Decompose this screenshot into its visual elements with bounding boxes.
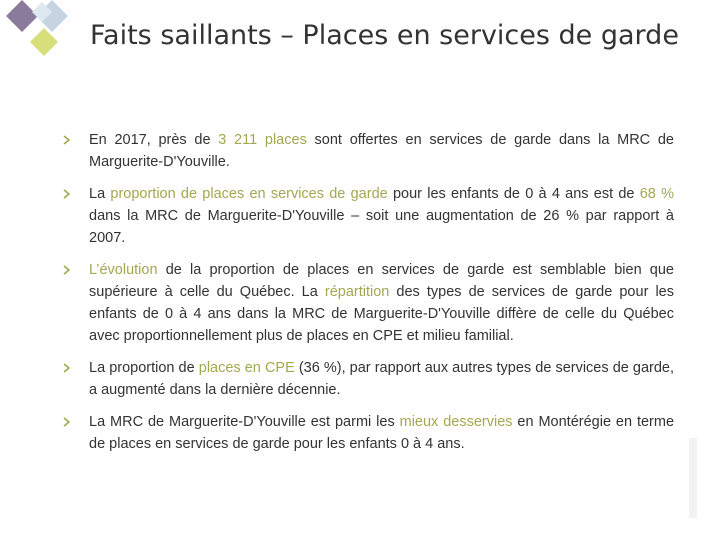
chevron-right-icon (60, 259, 74, 281)
highlight: 3 211 places (218, 132, 307, 148)
highlight: places en CPE (198, 360, 295, 376)
bullet-list (54, 129, 674, 455)
yellow-green-diamond (30, 28, 58, 56)
text: La proportion de (89, 360, 199, 376)
bullet-item (54, 357, 674, 401)
text: La (89, 186, 111, 202)
text: de la proportion de places en services de garde est semblable bien que supérieure à celle du Québec. La (89, 262, 674, 300)
text: En 2017, près de (89, 132, 219, 148)
bullet-item (54, 129, 674, 173)
decorative-diamonds-logo (0, 0, 80, 62)
text: des types de services de garde pour les enfants de 0 à 4 ans dans la MRC de Marguerite-D'Youville diffère de celle du Québec avec proportionnellement plus de places en CPE et milieu familial. (89, 284, 674, 344)
decorative-edge-bar (689, 438, 697, 518)
bullet-item (54, 411, 674, 455)
text: en Montérégie en terme de places en services de garde pour les enfants 0 à 4 ans. (89, 414, 675, 452)
text: La MRC de Marguerite-D'Youville est parmi les (89, 414, 400, 430)
highlight: mieux desservies (399, 414, 513, 430)
bullet-item (54, 259, 674, 347)
highlight: 68 % (639, 186, 674, 202)
bullet-item (54, 183, 674, 249)
chevron-right-icon (60, 411, 74, 433)
text: (36 %), par rapport aux autres types de services de garde, a augmenté dans la dernière décennie. (89, 360, 675, 398)
chevron-right-icon (60, 183, 74, 205)
text: dans la MRC de Marguerite-D'Youville – soit une augmentation de 26 % par rapport à 2007. (89, 208, 674, 246)
highlight: proportion de places en services de garde (110, 186, 388, 202)
text: pour les enfants de 0 à 4 ans est de (387, 186, 640, 202)
purple-diamond (6, 0, 38, 32)
highlight: L’évolution (89, 262, 158, 278)
highlight: répartition (324, 284, 390, 300)
chevron-right-icon (60, 357, 74, 379)
chevron-right-icon (60, 129, 74, 151)
text: sont offertes en services de garde dans la MRC de Marguerite-D'Youville. (89, 132, 674, 170)
page-title: Faits saillants – Places en services de garde (90, 20, 679, 51)
